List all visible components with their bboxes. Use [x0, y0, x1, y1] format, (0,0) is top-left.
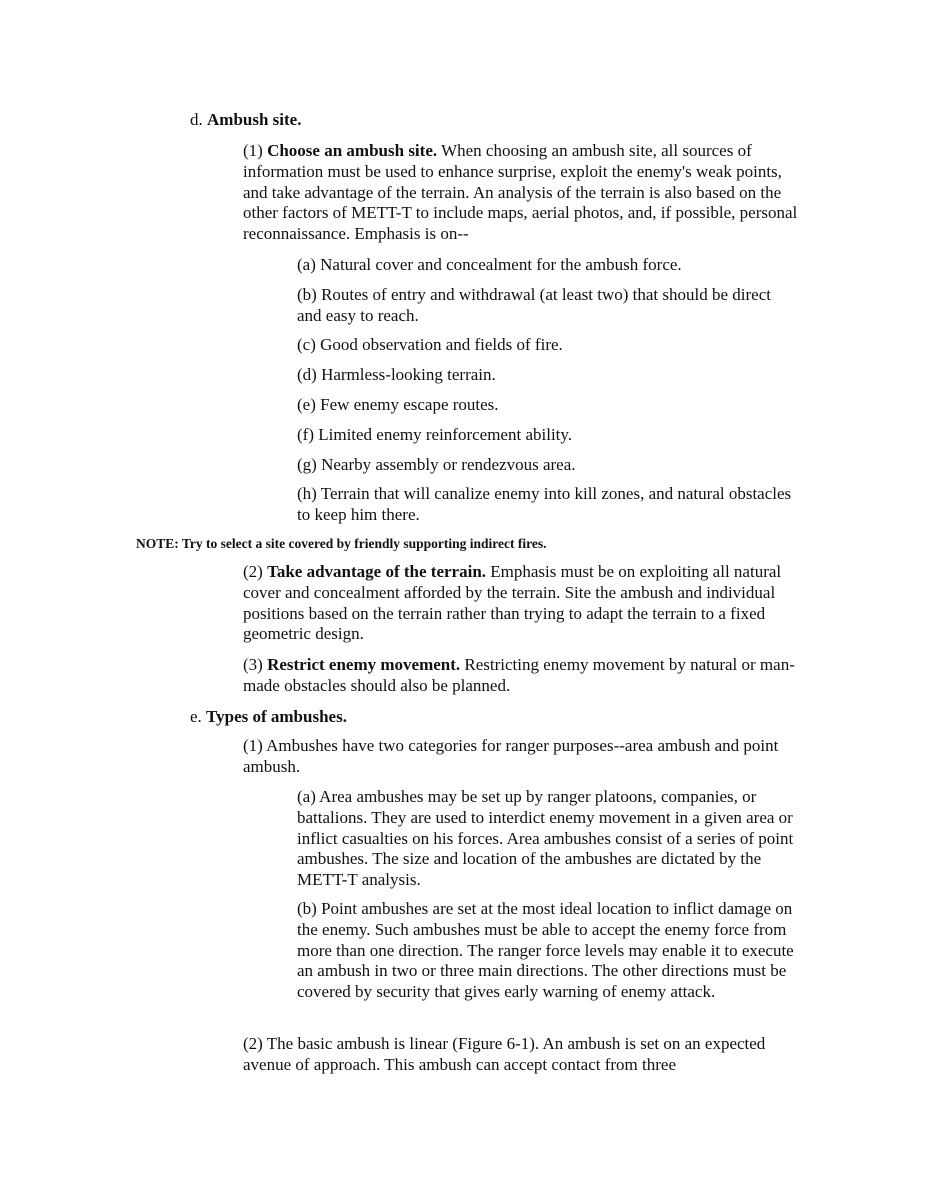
section-e-title: Types of ambushes. — [206, 707, 347, 726]
section-d-title: Ambush site. — [207, 110, 302, 129]
paragraph-e1: (1) Ambushes have two categories for ranger purposes--area ambush and point ambush. — [243, 736, 779, 776]
paragraph-d3-heading: Restrict enemy movement. — [267, 655, 461, 674]
paragraph-e2: (2) The basic ambush is linear (Figure 6-1). An ambush is set on an expected avenue of approach. This ambush can accept contact from three — [243, 1034, 766, 1074]
paragraph-d2-heading: Take advantage of the terrain. — [267, 562, 487, 581]
paragraph-d1-heading: Choose an ambush site. — [267, 141, 438, 160]
emphasis-item-b: (b) Routes of entry and withdrawal (at least two) that should be direct and easy to reach. — [297, 285, 771, 325]
paragraph-d1-num: (1) — [243, 141, 263, 160]
emphasis-item-e: (e) Few enemy escape routes. — [297, 395, 499, 414]
paragraph-e1a: (a) Area ambushes may be set up by ranger platoons, companies, or battalions. They are used to interdict enemy movement in a given area or inflict casualties on his forces. Area ambushes consist of a series of point ambushes. The size and location of the ambushes are dictated by the METT-T analysis. — [297, 787, 794, 890]
paragraph-d2 — [243, 562, 803, 645]
paragraph-d3-num: (3) — [243, 655, 263, 674]
paragraph-d2-num: (2) — [243, 562, 263, 581]
paragraph-d1 — [243, 141, 803, 245]
emphasis-item-a: (a) Natural cover and concealment for the ambush force. — [297, 255, 682, 274]
paragraph-d2-text: Emphasis must be on exploiting all natural cover and concealment afforded by the terrain. Site the ambush and individual positions based on the terrain rather than trying to adapt the terrain to a fixed geometric design. — [243, 562, 782, 644]
emphasis-item-f: (f) Limited enemy reinforcement ability. — [297, 425, 573, 444]
paragraph-d3 — [243, 655, 803, 697]
emphasis-item-h: (h) Terrain that will canalize enemy into kill zones, and natural obstacles to keep him there. — [297, 484, 792, 524]
section-e-label: e. — [190, 707, 202, 726]
paragraph-e1b: (b) Point ambushes are set at the most ideal location to inflict damage on the enemy. Such ambushes must be able to accept the enemy force from more than one direction. The ranger force levels may enable it to execute an ambush in two or three main directions. The other directions must be covered by security that gives early warning of enemy attack. — [297, 899, 794, 1002]
note-text: NOTE: Try to select a site covered by friendly supporting indirect fires. — [136, 536, 547, 551]
section-d-label: d. — [190, 110, 203, 129]
section-d-heading — [190, 110, 830, 131]
paragraph-d1-text: When choosing an ambush site, all sources of information must be used to enhance surprise, exploit the enemy's weak points, and take advantage of the terrain. An analysis of the terrain is also based on the other factors of METT-T to include maps, aerial photos, and, if possible, personal reconnaissance. Emphasis is on-- — [243, 141, 798, 244]
section-e-heading — [190, 707, 830, 728]
emphasis-item-g: (g) Nearby assembly or rendezvous area. — [297, 455, 576, 474]
emphasis-item-c: (c) Good observation and fields of fire. — [297, 335, 563, 354]
paragraph-d3-text: Restricting enemy movement by natural or man-made obstacles should also be planned. — [243, 655, 795, 695]
emphasis-item-d: (d) Harmless-looking terrain. — [297, 365, 496, 384]
